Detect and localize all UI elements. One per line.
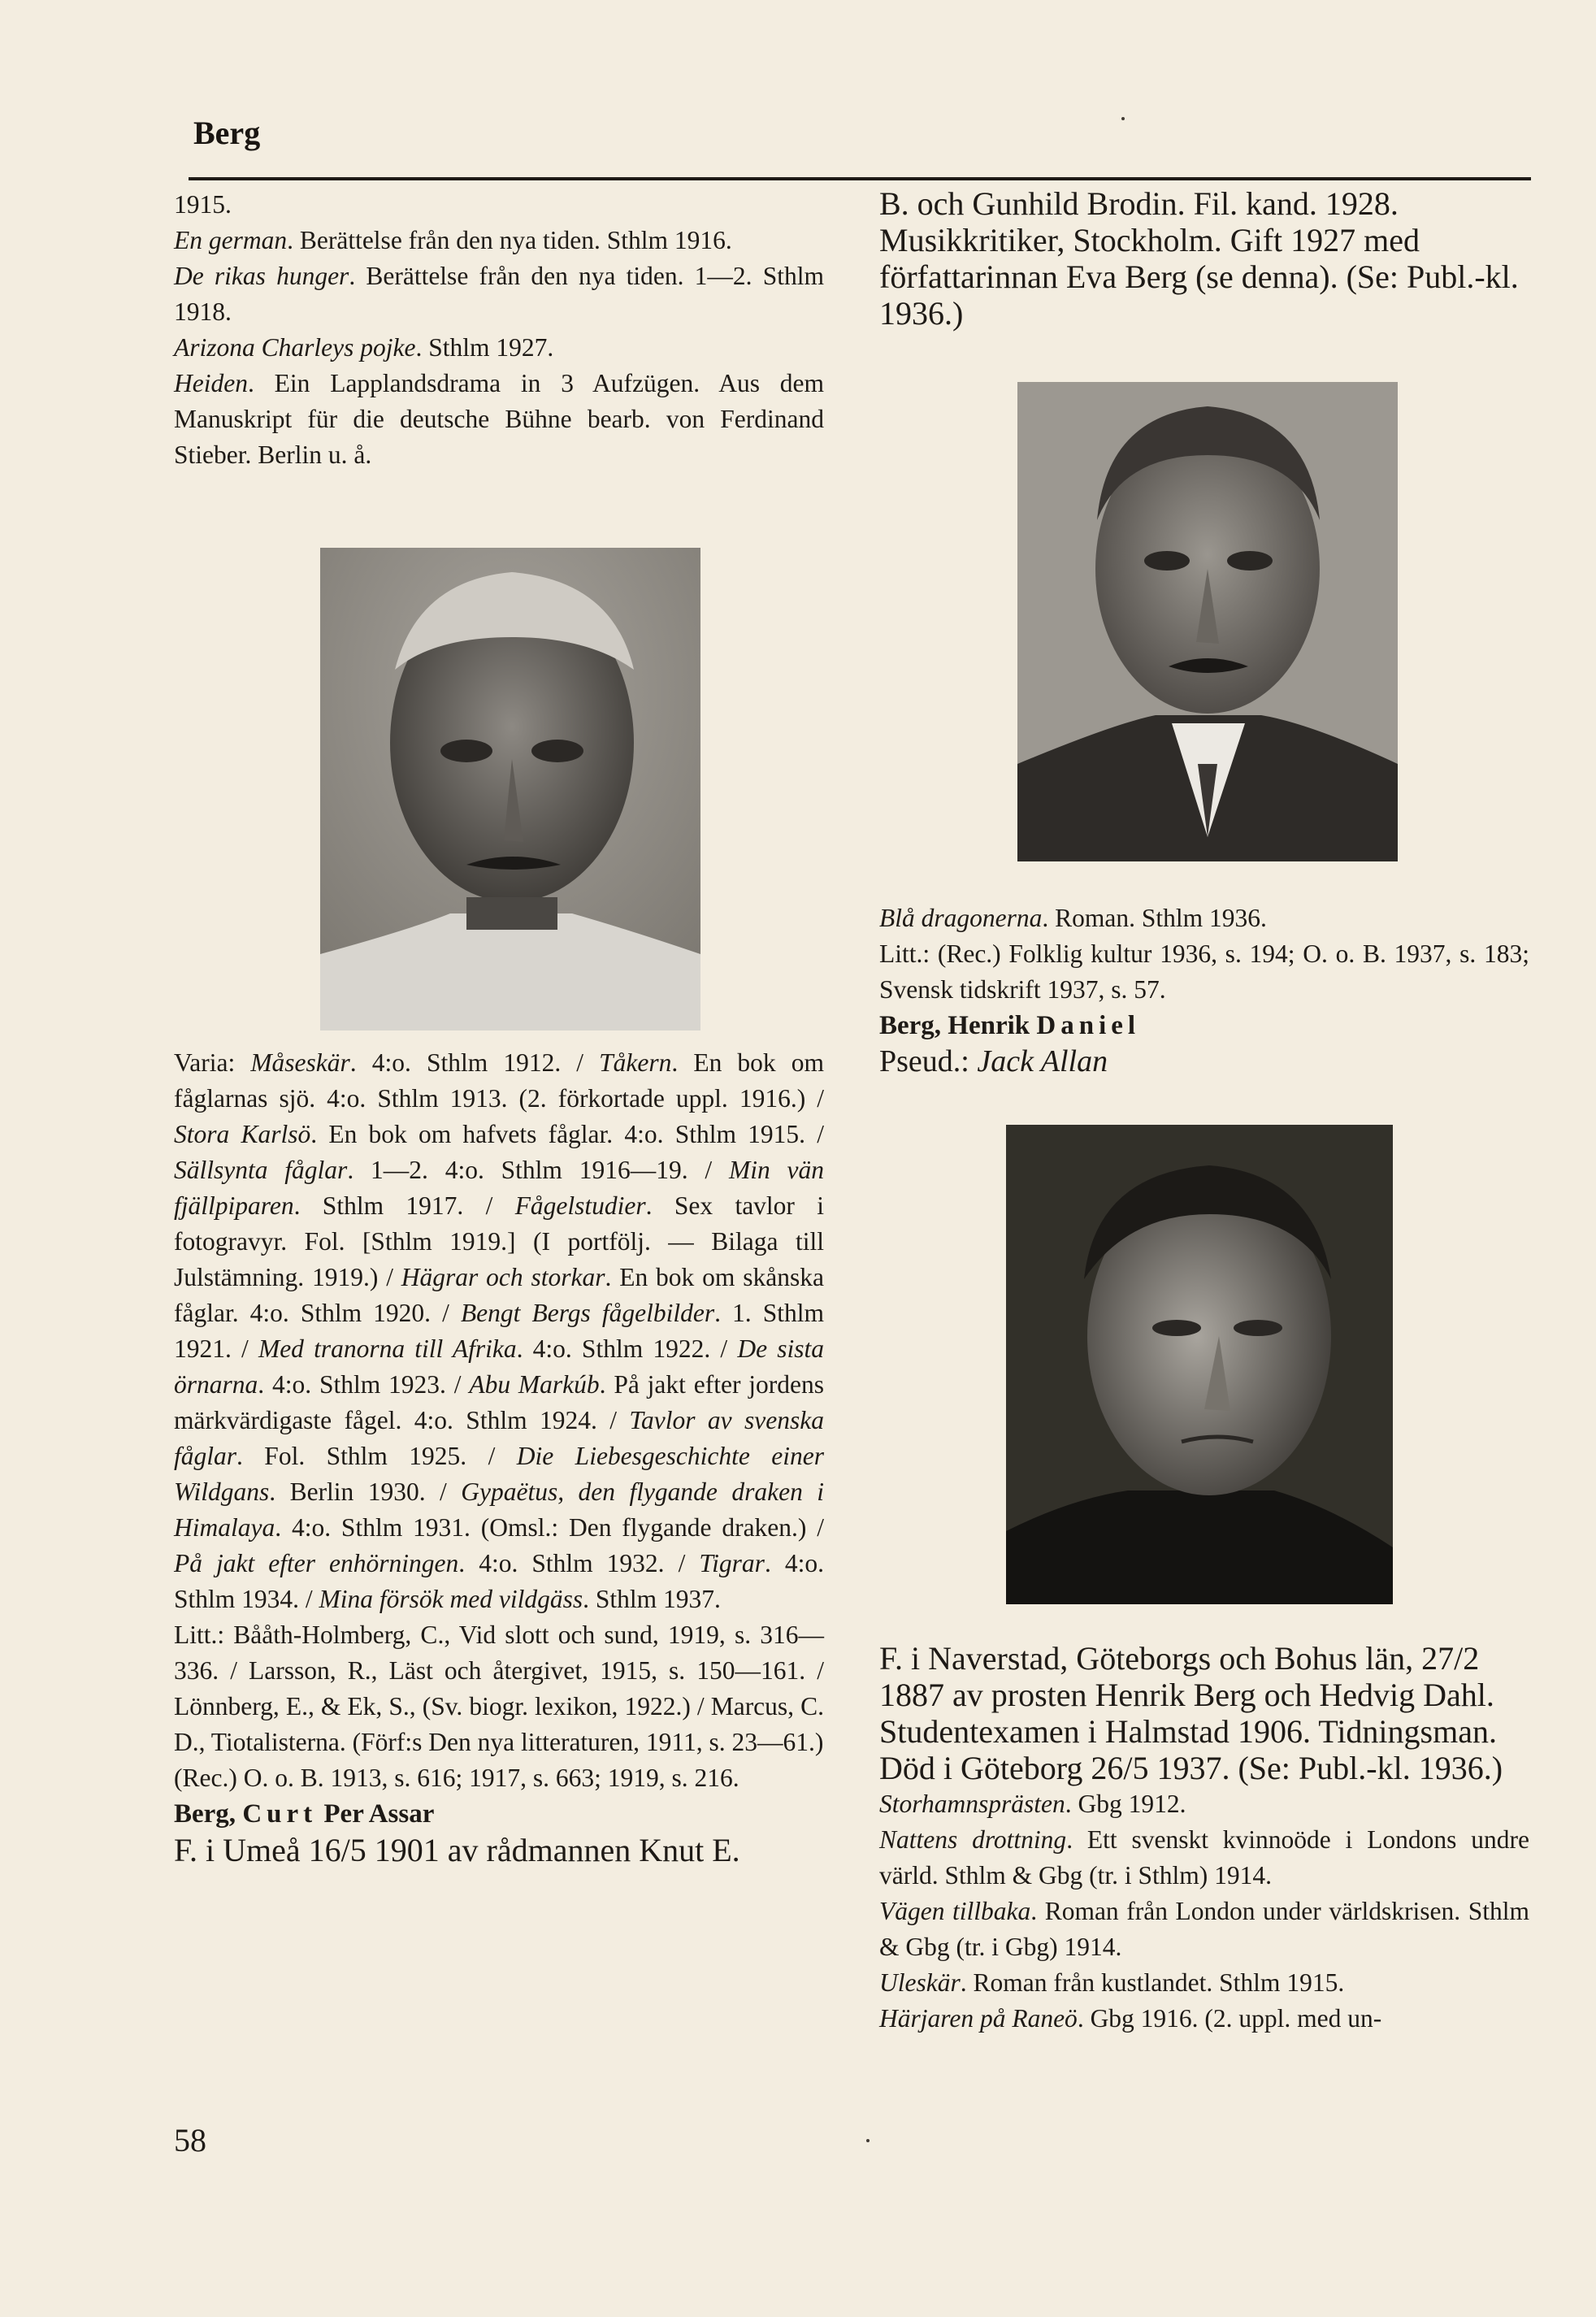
print-speck	[1121, 117, 1125, 120]
work-rest: . 1—2. 4:o. Sthlm 1916—19. /	[347, 1156, 729, 1184]
work-rest: . En bok om skånska fåglar. 4:o. Sthlm 1920. /	[174, 1263, 824, 1327]
entry-bio: F. i Umeå 16/5 1901 av rådmannen Knut E.	[174, 1832, 740, 1868]
rec-paragraph: (Rec.) O. o. B. 1913, s. 616; 1917, s. 663; 1919, s. 216.	[174, 1764, 739, 1792]
work-title: Tåkern	[599, 1048, 672, 1077]
work-title: Abu Markúb	[469, 1370, 600, 1399]
left-lower-text	[174, 1045, 824, 1868]
work-title: Härjaren på Raneö	[879, 2004, 1078, 2033]
work-rest: . En bok om fåglarnas sjö. 4:o. Sthlm 1913. (2. förkortade uppl. 1916.) /	[174, 1048, 824, 1113]
work-rest: . Sthlm 1917. /	[293, 1191, 515, 1220]
work-title: Heiden	[174, 369, 248, 397]
right-column	[879, 185, 1529, 2033]
portrait-photo-3	[1006, 1125, 1393, 1604]
work-title: Vägen tillbaka	[879, 1897, 1031, 1925]
work-line	[879, 2001, 1529, 2037]
work-rest: . 4:o. Sthlm 1932. /	[458, 1549, 700, 1577]
work-rest: . Sthlm 1927.	[415, 333, 554, 362]
work-title: De sista örnarna	[174, 1334, 824, 1399]
work-rest: . Berättelse från den nya tiden. Sthlm 1916.	[287, 226, 732, 254]
litt-paragraph: Litt.: Bååth-Holmberg, C., Vid slott och sund, 1919, s. 316—336. / Larsson, R., Läst och återgivet, 1915, s. 150—161. / Lönnberg, E., & Ek, S., (Sv. biogr. lexikon, 1922.) / Marcus, C. D., Tiotalisterna. (Förf:s Den nya litteraturen, 1911, s. 23—61.)	[174, 1621, 824, 1756]
work-rest: . Gbg 1912.	[1065, 1790, 1186, 1818]
work-rest: . Gbg 1916. (2. uppl. med un-	[1077, 2004, 1382, 2033]
entry-line	[174, 330, 824, 366]
entry-line	[174, 366, 824, 473]
left-top-entries	[174, 187, 824, 473]
work-rest: . Fol. Sthlm 1925. /	[236, 1442, 517, 1470]
work-title: Storhamnsprästen	[879, 1790, 1065, 1818]
work-title: Stora Karlsö	[174, 1120, 311, 1148]
work-title: En german	[174, 226, 288, 254]
work-rest: . 4:o. Sthlm 1934. /	[174, 1549, 824, 1613]
print-speck	[866, 2139, 870, 2142]
work-title: Tigrar	[699, 1549, 765, 1577]
work-title: På jakt efter enhörningen	[174, 1549, 459, 1577]
entry-line	[174, 258, 824, 330]
work-line: Blå dragonerna. Roman. Sthlm 1936.	[879, 904, 1267, 932]
work-rest: . 4:o. Sthlm 1923. /	[258, 1370, 470, 1399]
entry-heading: Berg, Henrik Daniel	[879, 1011, 1141, 1040]
work-rest: . Ein Lapplandsdrama in 3 Aufzügen. Aus dem Manuskript für die deutsche Bühne bearb. von Ferdinand Stieber. Berlin u. å.	[174, 369, 824, 469]
work-title: Hägrar och storkar	[401, 1263, 605, 1291]
portrait-image	[1017, 382, 1398, 861]
work-rest: . 4:o. Sthlm 1922. /	[516, 1334, 738, 1363]
work-title: Fågelstudier	[514, 1191, 646, 1220]
work-line	[879, 1822, 1529, 1894]
work-title: Mina försök med vildgäss	[319, 1585, 583, 1613]
work-rest: . Roman från kustlandet. Sthlm 1915.	[960, 1968, 1345, 1997]
work-title: Bengt Bergs fågelbilder	[460, 1299, 715, 1327]
work-title: Sällsynta fåglar	[174, 1156, 348, 1184]
work-rest: . På jakt efter jordens märkvärdigaste fågel. 4:o. Sthlm 1924. /	[174, 1370, 824, 1434]
running-header: Berg	[193, 115, 261, 151]
work-line	[879, 1894, 1529, 1965]
work-title: Uleskär	[879, 1968, 961, 1997]
header-rule	[189, 177, 1531, 180]
work-rest: . 1. Sthlm 1921. /	[174, 1299, 824, 1363]
entry-heading: Berg, Curt Per Assar	[174, 1799, 435, 1829]
work-title: Min vän fjällpiparen	[174, 1156, 824, 1220]
work-title: Die Liebesgeschichte einer Wildgans	[174, 1442, 824, 1506]
work-rest: . Sex tavlor i fotogravyr. Fol. [Sthlm 1919.] (I portfölj. — Bilaga till Julstämning. 1919.) /	[174, 1191, 825, 1291]
work-title: Gypaëtus, den flygande draken i Himalaya	[174, 1477, 824, 1542]
varia-label: Varia:	[174, 1048, 236, 1077]
portrait-photo-2	[1017, 382, 1398, 861]
work-rest: . 4:o. Sthlm 1912. /	[349, 1048, 600, 1077]
work-rest: . Ett svenskt kvinnoöde i Londons undre värld. Sthlm & Gbg (tr. i Sthlm) 1914.	[879, 1825, 1529, 1890]
work-rest: . Sthlm 1937.	[583, 1585, 721, 1613]
work-line	[879, 1965, 1529, 2001]
work-title: Tavlor av svenska fåglar	[174, 1406, 825, 1470]
varia-paragraph	[174, 1045, 824, 1617]
works-list	[879, 1786, 1529, 2037]
litt-paragraph: Litt.: (Rec.) Folklig kultur 1936, s. 194; O. o. B. 1937, s. 183; Svensk tidskrift 1937, s. 57.	[879, 939, 1529, 1004]
work-rest: . 4:o. Sthlm 1931. (Omsl.: Den flygande draken.) /	[275, 1513, 824, 1542]
pseud-line: Pseud.: Jack Allan	[879, 1044, 1108, 1078]
portrait-photo-1	[320, 548, 700, 1031]
bio-continuation: B. och Gunhild Brodin. Fil. kand. 1928. Musikkritiker, Stockholm. Gift 1927 med författarinnan Eva Berg (se denna). (Se: Publ.-kl. 1936.)	[879, 185, 1519, 332]
page-number: 58	[174, 2122, 206, 2159]
right-lower-text	[879, 1640, 1529, 2037]
work-rest: . Berlin 1930. /	[269, 1477, 462, 1506]
work-rest: . En bok om hafvets fåglar. 4:o. Sthlm 1915. /	[310, 1120, 824, 1148]
portrait-image	[320, 548, 700, 1031]
entry-bio: F. i Naverstad, Göteborgs och Bohus län, 27/2 1887 av prosten Henrik Berg och Hedvig Dahl. Studentexamen i Halmstad 1906. Tidningsman. Död i Göteborg 26/5 1937. (Se: Publ.-kl. 1936.)	[879, 1640, 1503, 1786]
work-rest: . Roman från London under världskrisen. Sthlm & Gbg (tr. i Gbg) 1914.	[879, 1897, 1529, 1961]
work-title: Nattens drottning	[879, 1825, 1067, 1854]
left-column	[174, 185, 825, 1868]
work-title: Med tranorna till Afrika	[258, 1334, 517, 1363]
entry-line	[174, 223, 824, 258]
work-title: Måseskär	[250, 1048, 350, 1077]
right-mid-text	[879, 900, 1529, 1080]
work-title: Arizona Charleys pojke	[174, 333, 416, 362]
work-rest: . Berättelse från den nya tiden. 1—2. Sthlm 1918.	[174, 262, 824, 326]
work-line	[879, 1786, 1529, 1822]
entry-line: 1915.	[174, 190, 232, 219]
portrait-image	[1006, 1125, 1393, 1604]
varia-body	[174, 1048, 824, 1613]
work-title: De rikas hunger	[174, 262, 349, 290]
